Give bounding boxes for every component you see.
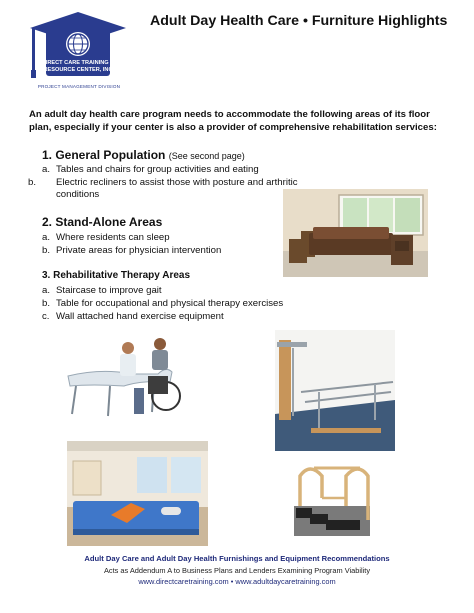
list-text: Where residents can sleep: [56, 232, 170, 243]
list-letter: b.: [42, 298, 51, 309]
section-heading-rehabilitative-therapy: 3. Rehabilitative Therapy Areas: [42, 270, 191, 281]
list-letter: c.: [42, 311, 50, 322]
list-item: [42, 164, 292, 176]
footer-subtitle: Acts as Addendum A to Business Plans and Lenders Examining Program Viability: [103, 566, 371, 575]
graduation-cap-globe-icon: [28, 10, 128, 94]
list-letter: a.: [42, 232, 51, 243]
section-note: (See second page): [168, 151, 245, 161]
section-heading-general-population: [42, 148, 245, 162]
page-title: Adult Day Health Care • Furniture Highlights: [150, 13, 448, 29]
list-letter: b.: [28, 177, 37, 188]
logo-line1: DIRECT CARE TRAINING &: [41, 60, 115, 66]
section-heading-stand-alone-areas: 2. Stand-Alone Areas: [42, 215, 163, 229]
list-text: Table for occupational and physical therapy exercises: [56, 298, 284, 309]
intro-paragraph: An adult day health care program needs to accommodate the following areas of its floor plan, especially if your center is also a provider of comprehensive rehabilitation services:: [29, 109, 437, 134]
list-text: Staircase to improve gait: [56, 285, 162, 296]
list-text: Tables and chairs for group activities and eating: [56, 164, 259, 175]
list-text: Wall attached hand exercise equipment: [56, 311, 224, 322]
list-item: [42, 232, 292, 244]
list-letter: a.: [42, 164, 51, 175]
section-heading-text: 1. General Population: [42, 148, 166, 162]
list-text: Electric recliners to assist those with posture and arthritic conditions: [56, 177, 298, 201]
training-staircase-photo: [286, 458, 381, 544]
list-text: Private areas for physician intervention: [56, 245, 222, 256]
footer-title: Adult Day Care and Adult Day Health Furnishings and Equipment Recommendations: [84, 554, 390, 563]
list-letter: a.: [42, 285, 51, 296]
company-logo: [28, 10, 128, 94]
list-item: [42, 245, 292, 257]
footer-links: www.directcaretraining.com • www.adultdaycaretraining.com: [138, 577, 336, 586]
parallel-bars-photo: [275, 330, 395, 451]
list-letter: b.: [42, 245, 51, 256]
list-item: [42, 285, 292, 297]
list-item: [28, 177, 306, 202]
list-item: [42, 298, 302, 310]
therapy-table-photo: [62, 330, 190, 422]
logo-line2: RESOURCE CENTER, INC: [43, 67, 113, 73]
therapy-room-photo: [67, 441, 208, 546]
logo-caption: PROJECT MANAGEMENT DIVISION: [37, 84, 121, 89]
bedroom-photo: [283, 189, 428, 277]
list-item: [42, 311, 292, 323]
